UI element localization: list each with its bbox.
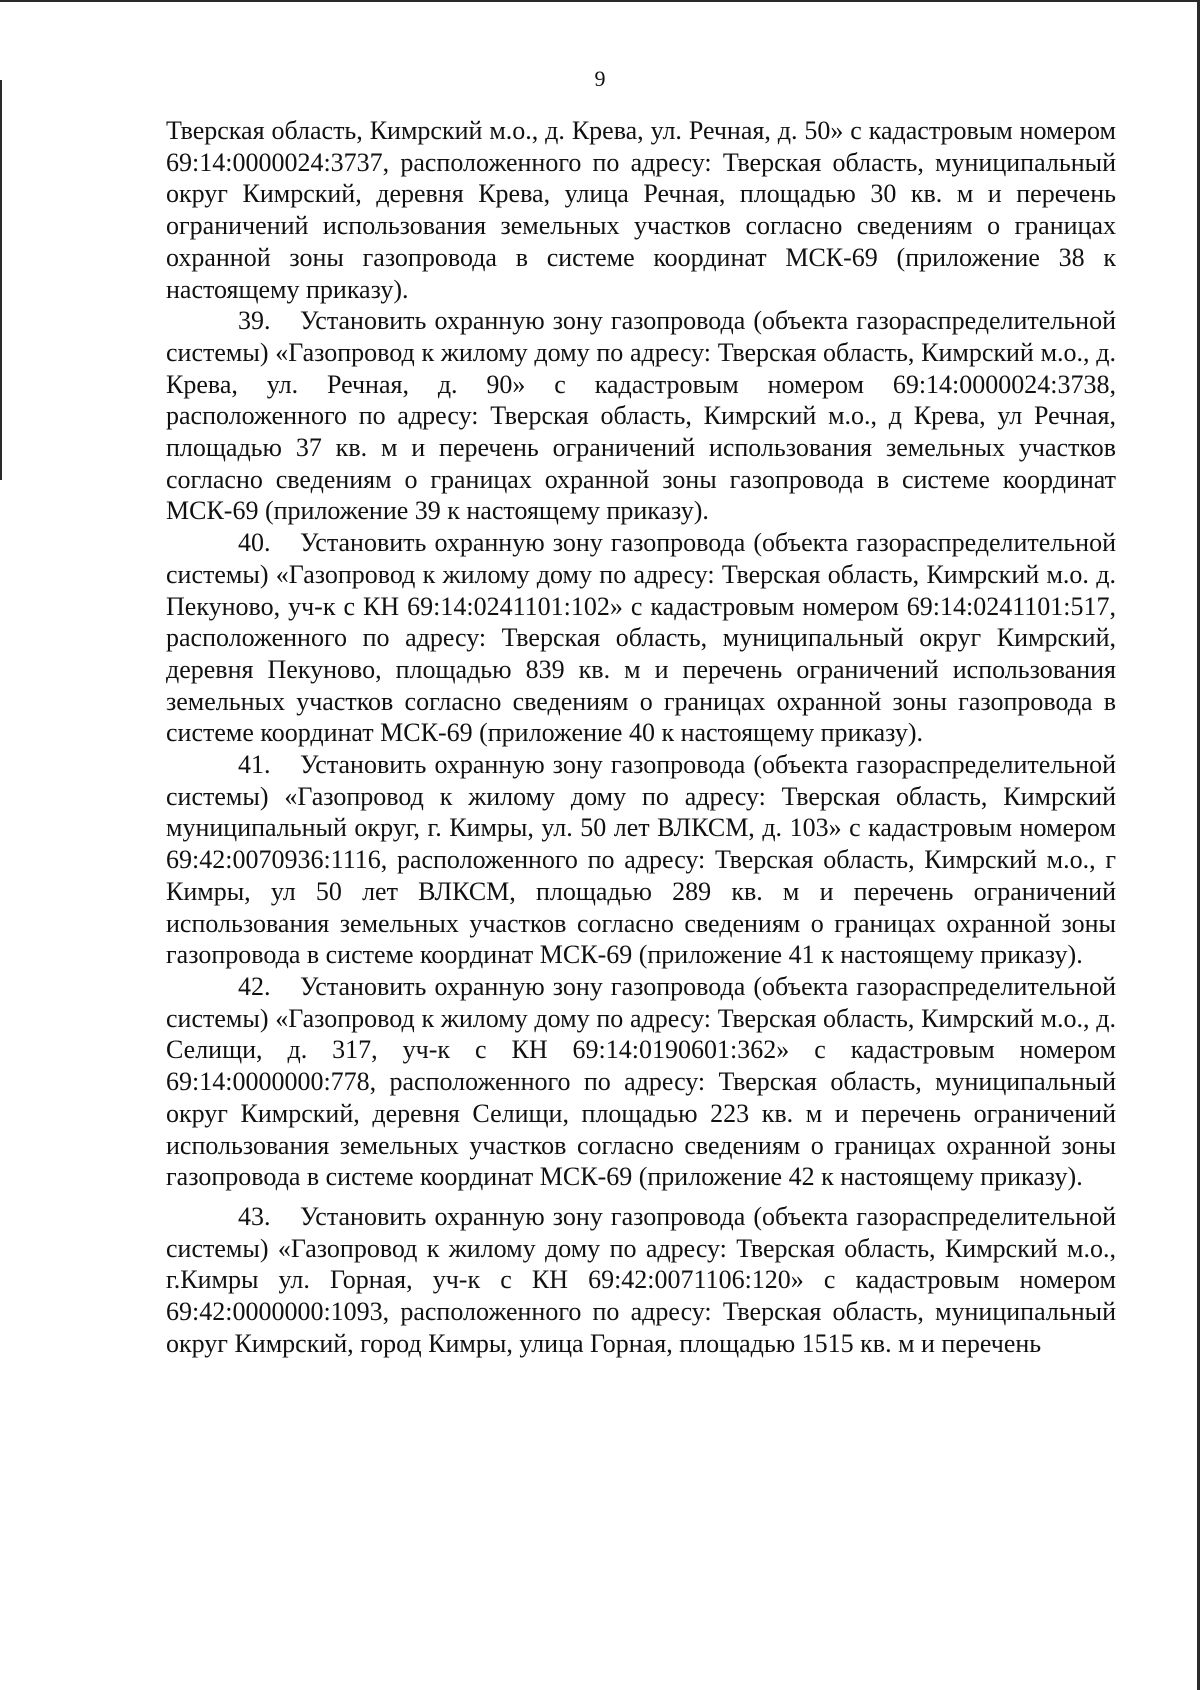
item-text: Установить охранную зону газопровода (объекта газораспределительной системы) «Газопровод к жилому дому по адресу: Тверская область, Кимрский м.о., д. Селищи, д. 317, уч-к с КН 69:14:0190601:362» с кадастровым номером 69:14:0000000:778, расположенного по адресу: Тверская область, муниципальный округ Кимрский, деревня Селищи, площадью 223 кв. м и перечень ограничений использования земельных участков согласно сведениям о границах охранной зоны газопровода в системе координат МСК-69 (приложение 42 к настоящему приказу). [166, 971, 1116, 1192]
item-text: Установить охранную зону газопровода (объекта газораспределительной системы) «Газопровод к жилому дому по адресу: Тверская область, Кимрский муниципальный округ, г. Кимры, ул. 50 лет ВЛКСМ, д. 103» с кадастровым номером 69:42:0070936:1116, расположенного по адресу: Тверская область, Кимрский м.о., г Кимры, ул 50 лет ВЛКСМ, площадью 289 кв. м и перечень ограничений использования земельных участков согласно сведениям о границах охранной зоны газопровода в системе координат МСК-69 (приложение 41 к настоящему приказу). [166, 750, 1116, 970]
lead-paragraph: Тверская область, Кимрский м.о., д. Крева, ул. Речная, д. 50» с кадастровым номером 69:14:0000024:3737, расположенного по адресу: Тверская область, муниципальный округ Кимрский, деревня Крева, улица Речная, площадью 30 кв. м и перечень ограничений использования земельных участков согласно сведениям о границах охранной зоны газопровода в системе координат МСК-69 (приложение 38 к настоящему приказу). [166, 116, 1116, 304]
item-number: 39. [238, 306, 271, 336]
list-item [166, 749, 1116, 971]
scan-edge-mark-top [0, 0, 1200, 2]
list-item [166, 305, 1116, 527]
page-number: 9 [594, 66, 606, 91]
item-text: Установить охранную зону газопровода (объекта газораспределительной системы) «Газопровод к жилому дому по адресу: Тверская область, Кимрский м.о., д. Крева, ул. Речная, д. 90» с кадастровым номером 69:14:0000024:3738, расположенного по адресу: Тверская область, Кимрский м.о., д Крева, ул Речная, площадью 37 кв. м и перечень ограничений использования земельных участков согласно сведениям о границах охранной зоны газопровода в системе координат МСК-69 (приложение 39 к настоящему приказу). [166, 306, 1116, 526]
item-text: Установить охранную зону газопровода (объекта газораспределительной системы) «Газопровод к жилому дому по адресу: Тверская область, Кимрский м.о. д. Пекуново, уч-к с КН 69:14:0241101:102» с кадастровым номером 69:14:0241101:517, расположенного по адресу: Тверская область, муниципальный округ Кимрский, деревня Пекуново, площадью 839 кв. м и перечень ограничений использования земельных участков согласно сведениям о границах охранной зоны газопровода в системе координат МСК-69 (приложение 40 к настоящему приказу). [166, 528, 1116, 748]
paragraph-gap [166, 1193, 1116, 1201]
item-number: 40. [238, 528, 271, 558]
scan-edge-mark-left [0, 80, 2, 480]
list-item [166, 1201, 1116, 1360]
list-item [166, 527, 1116, 749]
item-number: 41. [238, 750, 271, 780]
item-text: Установить охранную зону газопровода (объекта газораспределительной системы) «Газопровод к жилому дому по адресу: Тверская область, Кимрский м.о., г.Кимры ул. Горная, уч-к с КН 69:42:0071106:120» с кадастровым номером 69:42:0000000:1093, расположенного по адресу: Тверская область, муниципальный округ Кимрский, город Кимры, улица Горная, площадью 1515 кв. м и перечень [166, 1201, 1116, 1358]
document-body [166, 115, 1116, 1359]
list-item [166, 971, 1116, 1193]
item-number: 43. [238, 1201, 271, 1231]
item-number: 42. [238, 971, 271, 1001]
